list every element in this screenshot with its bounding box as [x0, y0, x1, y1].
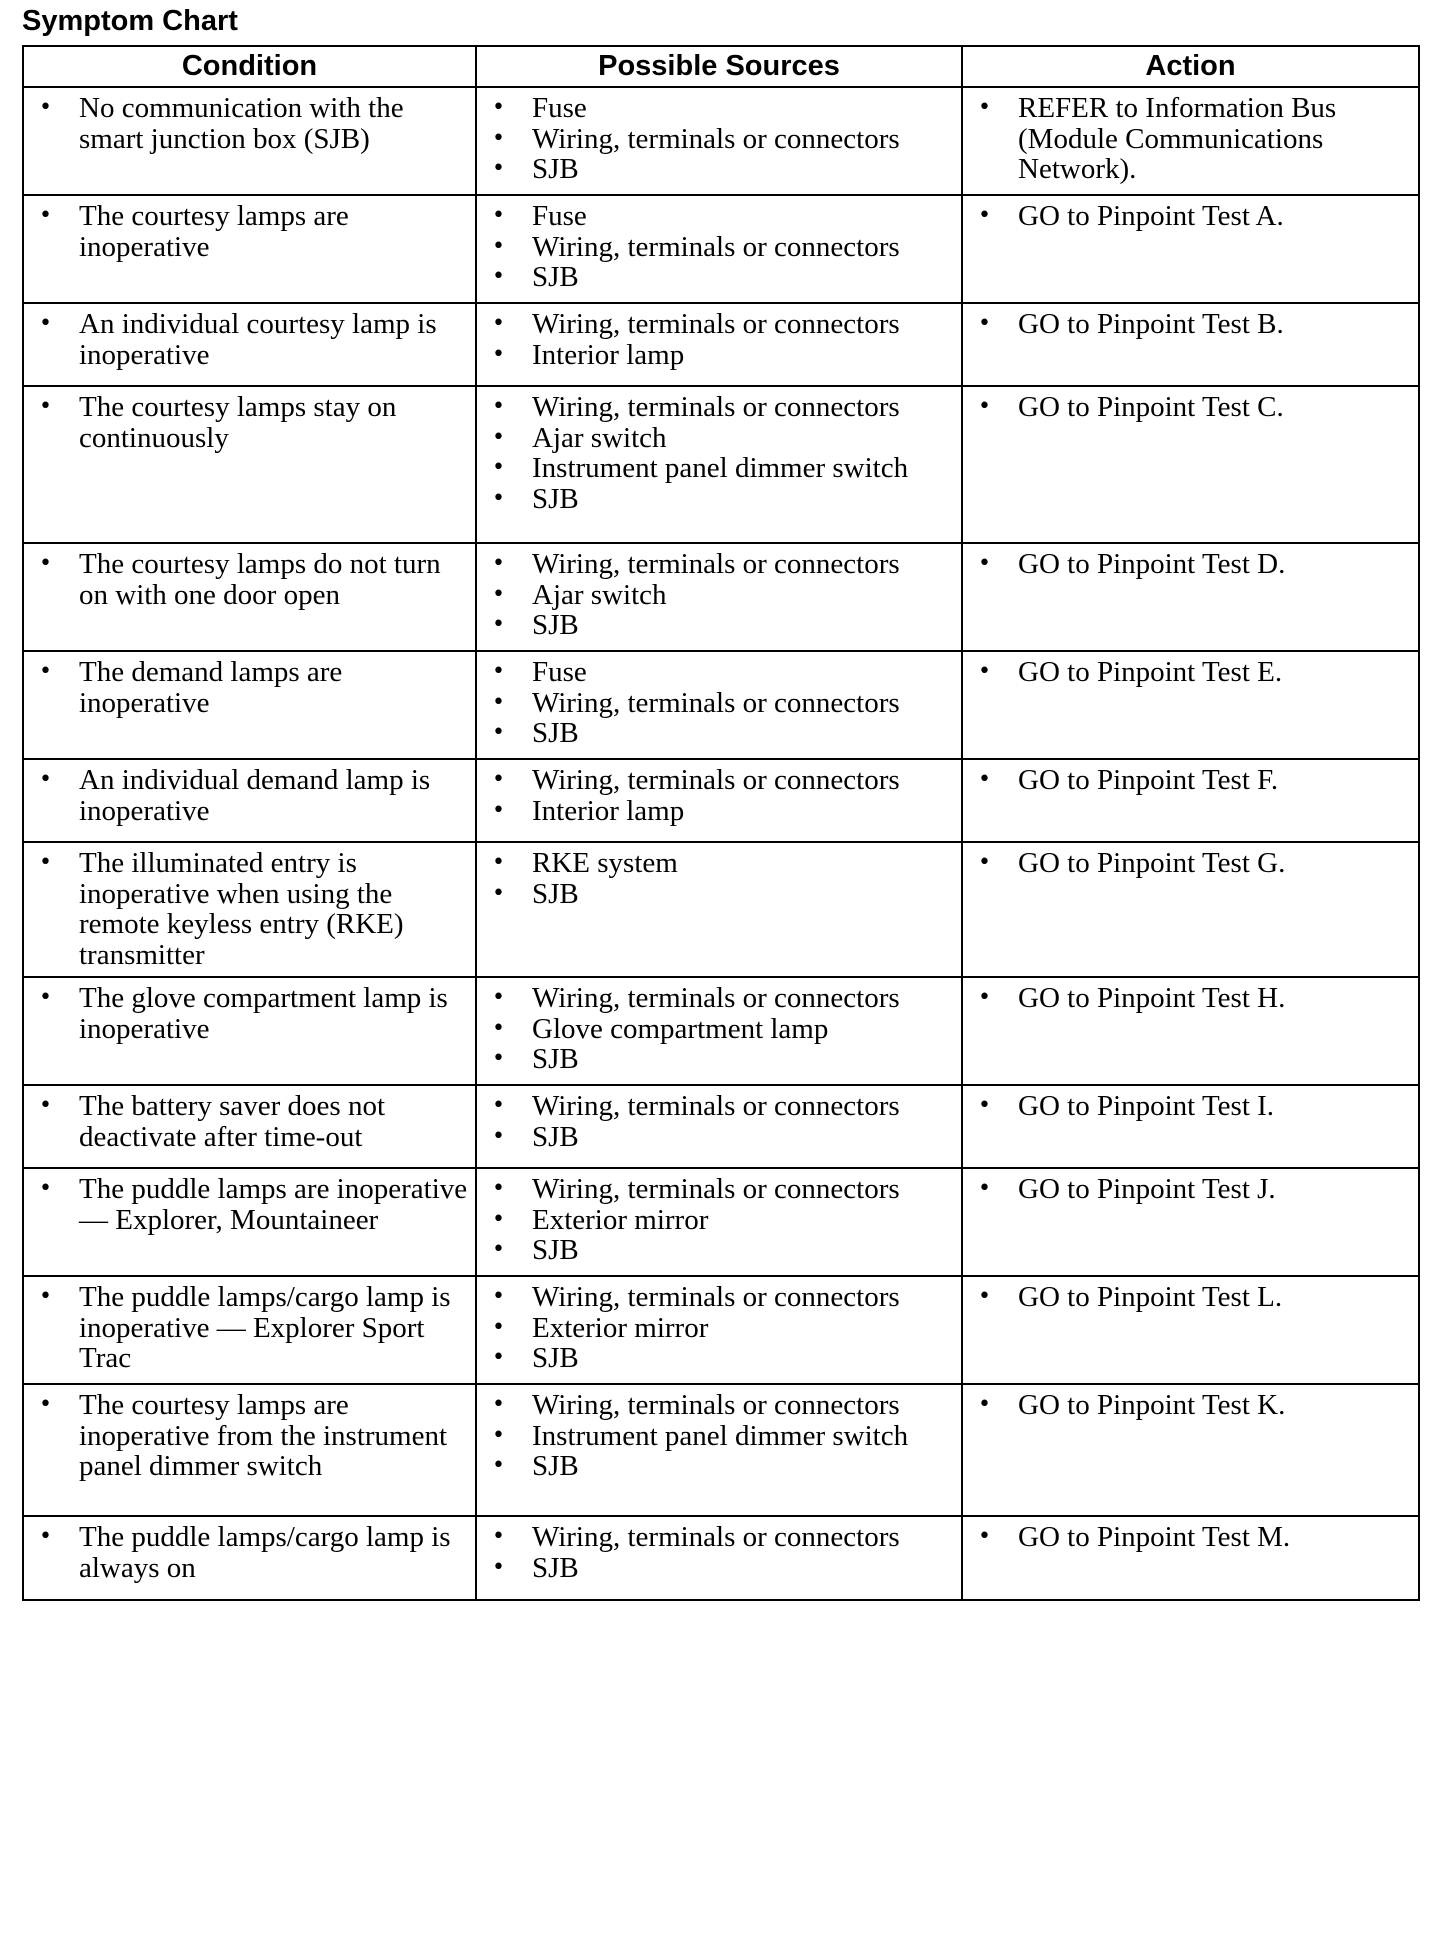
source-item: • Interior lamp: [483, 796, 955, 827]
action-text: • GO to Pinpoint Test I.: [969, 1091, 1412, 1122]
condition-text: • The puddle lamps are inoperative — Explorer, Mountaineer: [30, 1174, 469, 1235]
action-cell: [962, 195, 1419, 303]
sources-cell: [476, 1516, 962, 1600]
action-cell: [962, 1168, 1419, 1276]
header-row: [23, 46, 1419, 87]
action-text: • REFER to Information Bus (Module Communications Network).: [969, 93, 1412, 185]
sources-cell: [476, 1168, 962, 1276]
table-row: [23, 87, 1419, 195]
action-cell: [962, 386, 1419, 543]
condition-cell: [23, 543, 476, 651]
action-cell: [962, 1085, 1419, 1168]
source-item: • Wiring, terminals or connectors: [483, 1091, 955, 1122]
condition-cell: [23, 386, 476, 543]
action-text: • GO to Pinpoint Test K.: [969, 1390, 1412, 1421]
table-row: [23, 1168, 1419, 1276]
source-item: • Ajar switch: [483, 423, 955, 454]
source-item: • SJB: [483, 1451, 955, 1482]
condition-cell: [23, 303, 476, 386]
sources-cell: [476, 759, 962, 842]
sources-cell: [476, 303, 962, 386]
action-cell: [962, 977, 1419, 1085]
condition-cell: [23, 842, 476, 977]
source-item: • Interior lamp: [483, 340, 955, 371]
condition-text: • An individual courtesy lamp is inoperative: [30, 309, 469, 370]
condition-cell: [23, 1085, 476, 1168]
action-text: • GO to Pinpoint Test J.: [969, 1174, 1412, 1205]
source-item: • SJB: [483, 484, 955, 515]
source-item: • Fuse: [483, 201, 955, 232]
condition-text: • The battery saver does not deactivate after time-out: [30, 1091, 469, 1152]
condition-cell: [23, 759, 476, 842]
condition-cell: [23, 651, 476, 759]
sources-cell: [476, 842, 962, 977]
sources-cell: [476, 87, 962, 195]
source-item: • SJB: [483, 1044, 955, 1075]
condition-text: • The courtesy lamps do not turn on with one door open: [30, 549, 469, 610]
table-row: [23, 759, 1419, 842]
source-item: • Wiring, terminals or connectors: [483, 983, 955, 1014]
source-item: • Fuse: [483, 657, 955, 688]
table-row: [23, 1516, 1419, 1600]
action-text: • GO to Pinpoint Test F.: [969, 765, 1412, 796]
symptom-table: [22, 45, 1420, 1601]
sources-cell: [476, 651, 962, 759]
table-row: [23, 842, 1419, 977]
condition-cell: [23, 195, 476, 303]
source-item: • Wiring, terminals or connectors: [483, 1282, 955, 1313]
source-item: • Wiring, terminals or connectors: [483, 765, 955, 796]
source-item: • Wiring, terminals or connectors: [483, 124, 955, 155]
condition-text: • The courtesy lamps are inoperative: [30, 201, 469, 262]
source-item: • Fuse: [483, 93, 955, 124]
source-item: • Wiring, terminals or connectors: [483, 309, 955, 340]
condition-text: • The demand lamps are inoperative: [30, 657, 469, 718]
source-item: • RKE system: [483, 848, 955, 879]
condition-text: • The courtesy lamps stay on continuously: [30, 392, 469, 453]
source-item: • Wiring, terminals or connectors: [483, 1522, 955, 1553]
table-row: [23, 543, 1419, 651]
action-text: • GO to Pinpoint Test A.: [969, 201, 1412, 232]
sources-cell: [476, 1276, 962, 1384]
condition-text: • No communication with the smart junction box (SJB): [30, 93, 469, 154]
source-item: • SJB: [483, 879, 955, 910]
action-cell: [962, 842, 1419, 977]
table-row: [23, 977, 1419, 1085]
action-text: • GO to Pinpoint Test G.: [969, 848, 1412, 879]
header-possible-sources: Possible Sources: [476, 46, 962, 87]
condition-cell: [23, 1276, 476, 1384]
condition-cell: [23, 1516, 476, 1600]
table-row: [23, 1276, 1419, 1384]
table-row: [23, 1085, 1419, 1168]
source-item: • Exterior mirror: [483, 1313, 955, 1344]
table-row: [23, 651, 1419, 759]
source-item: • Wiring, terminals or connectors: [483, 1174, 955, 1205]
table-row: [23, 195, 1419, 303]
condition-text: • The glove compartment lamp is inoperative: [30, 983, 469, 1044]
action-cell: [962, 303, 1419, 386]
source-item: • Wiring, terminals or connectors: [483, 392, 955, 423]
condition-text: • The puddle lamps/cargo lamp is inoperative — Explorer Sport Trac: [30, 1282, 469, 1374]
sources-cell: [476, 977, 962, 1085]
action-text: • GO to Pinpoint Test E.: [969, 657, 1412, 688]
source-item: • Exterior mirror: [483, 1205, 955, 1236]
source-item: • Wiring, terminals or connectors: [483, 1390, 955, 1421]
source-item: • SJB: [483, 1553, 955, 1584]
condition-text: • The courtesy lamps are inoperative from the instrument panel dimmer switch: [30, 1390, 469, 1482]
action-text: • GO to Pinpoint Test H.: [969, 983, 1412, 1014]
source-item: • SJB: [483, 154, 955, 185]
sources-cell: [476, 1384, 962, 1516]
action-text: • GO to Pinpoint Test D.: [969, 549, 1412, 580]
action-text: • GO to Pinpoint Test M.: [969, 1522, 1412, 1553]
header-action: Action: [962, 46, 1419, 87]
table-body: [23, 87, 1419, 1600]
source-item: • Instrument panel dimmer switch: [483, 453, 955, 484]
sources-cell: [476, 1085, 962, 1168]
action-cell: [962, 1516, 1419, 1600]
table-row: [23, 1384, 1419, 1516]
chart-title: Symptom Chart: [22, 5, 238, 37]
action-text: • GO to Pinpoint Test C.: [969, 392, 1412, 423]
source-item: • SJB: [483, 718, 955, 749]
action-cell: [962, 759, 1419, 842]
source-item: • Glove compartment lamp: [483, 1014, 955, 1045]
source-item: • Instrument panel dimmer switch: [483, 1421, 955, 1452]
action-cell: [962, 1384, 1419, 1516]
source-item: • Ajar switch: [483, 580, 955, 611]
condition-cell: [23, 1384, 476, 1516]
action-cell: [962, 87, 1419, 195]
source-item: • SJB: [483, 1235, 955, 1266]
condition-cell: [23, 977, 476, 1085]
table-row: [23, 386, 1419, 543]
condition-text: • The illuminated entry is inoperative when using the remote keyless entry (RKE) transmitter: [30, 848, 469, 970]
table-row: [23, 303, 1419, 386]
condition-text: • An individual demand lamp is inoperative: [30, 765, 469, 826]
source-item: • Wiring, terminals or connectors: [483, 688, 955, 719]
sources-cell: [476, 195, 962, 303]
action-cell: [962, 651, 1419, 759]
source-item: • Wiring, terminals or connectors: [483, 549, 955, 580]
source-item: • Wiring, terminals or connectors: [483, 232, 955, 263]
action-cell: [962, 1276, 1419, 1384]
action-text: • GO to Pinpoint Test L.: [969, 1282, 1412, 1313]
header-condition: Condition: [23, 46, 476, 87]
action-cell: [962, 543, 1419, 651]
condition-cell: [23, 87, 476, 195]
condition-text: • The puddle lamps/cargo lamp is always on: [30, 1522, 469, 1583]
action-text: • GO to Pinpoint Test B.: [969, 309, 1412, 340]
sources-cell: [476, 543, 962, 651]
source-item: • SJB: [483, 1343, 955, 1374]
condition-cell: [23, 1168, 476, 1276]
source-item: • SJB: [483, 610, 955, 641]
source-item: • SJB: [483, 1122, 955, 1153]
source-item: • SJB: [483, 262, 955, 293]
sources-cell: [476, 386, 962, 543]
